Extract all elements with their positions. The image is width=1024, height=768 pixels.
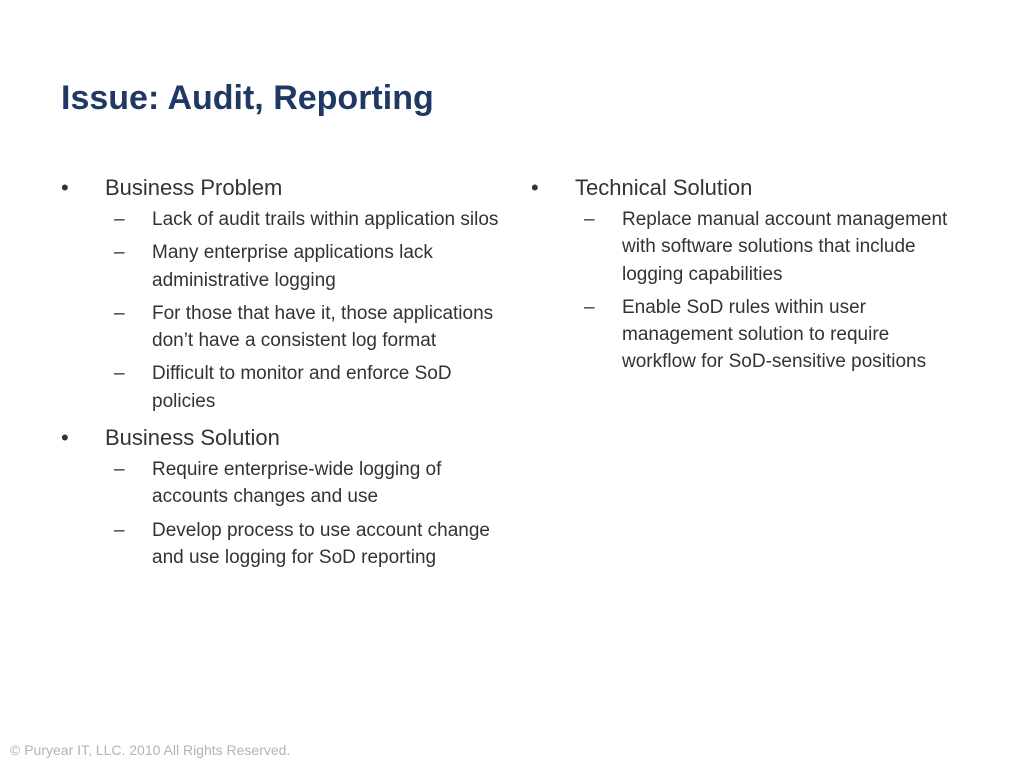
bullet-heading: Technical Solution [575, 175, 753, 200]
sub-bullet-item [105, 360, 501, 415]
bullet-heading: Business Solution [105, 425, 280, 451]
dash-icon: – [114, 242, 125, 264]
bullet-business-problem [61, 172, 501, 415]
copyright-footer: © Puryear IT, LLC. 2010 All Rights Reserved. [10, 742, 291, 758]
dash-icon: – [114, 302, 125, 324]
dash-icon: – [114, 459, 125, 481]
slide-title: Issue: Audit, Reporting [61, 79, 434, 117]
sub-bullet-item [105, 456, 501, 511]
sub-bullet-item [105, 517, 501, 572]
dash-icon: – [584, 296, 595, 318]
bullet-heading: Business Problem [105, 175, 283, 200]
right-column [531, 172, 961, 383]
bullet-dot-icon: • [61, 425, 69, 451]
sub-bullet-text: Difficult to monitor and enforce SoD policies [152, 363, 452, 412]
bullet-dot-icon: • [61, 175, 69, 200]
sub-bullet-item [105, 300, 501, 355]
sub-bullet-list [105, 456, 501, 571]
left-column [61, 172, 501, 578]
sub-bullet-item [575, 294, 961, 376]
sub-bullet-list [105, 206, 501, 415]
dash-icon: – [114, 209, 125, 230]
sub-bullet-item [105, 239, 501, 294]
sub-bullet-item [105, 206, 501, 233]
bullet-dot-icon: • [531, 175, 539, 200]
dash-icon: – [114, 519, 125, 541]
dash-icon: – [584, 209, 595, 230]
sub-bullet-text: Develop process to use account change and use logging for SoD reporting [152, 519, 490, 568]
dash-icon: – [114, 363, 125, 385]
sub-bullet-text: Require enterprise-wide logging of accounts changes and use [152, 459, 442, 508]
sub-bullet-text: Lack of audit trails within application silos [152, 209, 499, 230]
sub-bullet-text: Many enterprise applications lack administrative logging [152, 242, 433, 291]
bullet-business-solution [61, 422, 501, 571]
sub-bullet-text: Replace manual account management with software solutions that include logging capabilities [622, 209, 948, 285]
sub-bullet-list [575, 206, 961, 376]
sub-bullet-text: Enable SoD rules within user management solution to require workflow for SoD-sensitive positions [622, 296, 927, 373]
sub-bullet-item [575, 206, 961, 288]
bullet-technical-solution [531, 172, 961, 376]
sub-bullet-text: For those that have it, those applications don’t have a consistent log format [152, 302, 494, 352]
